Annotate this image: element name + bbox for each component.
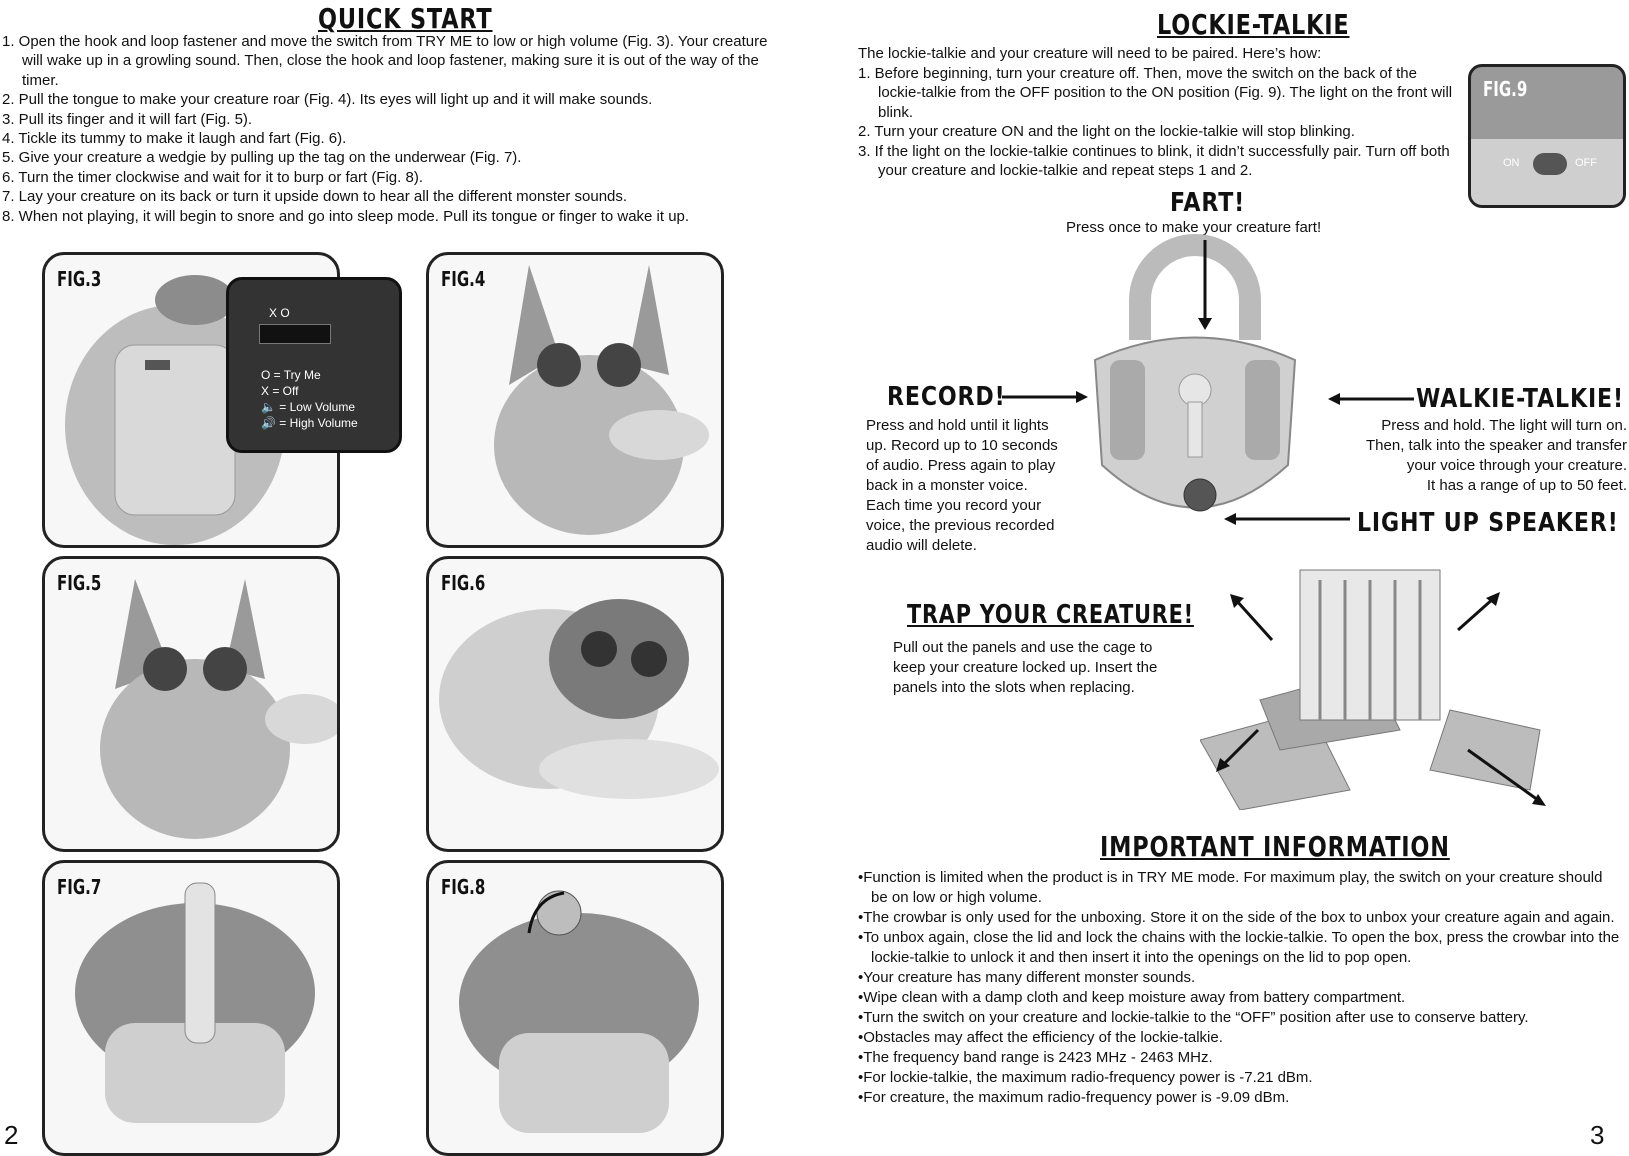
fig4-panel — [426, 252, 724, 548]
walkie-line: Press and hold. The light will turn on. — [1381, 417, 1627, 434]
switch-slot — [259, 324, 331, 344]
record-line: back in a monster voice. — [866, 477, 1028, 494]
fig9-off-label: OFF — [1575, 157, 1597, 169]
quick-start-step: 7. Lay your creature on its back or turn it upside down to hear all the different monster sounds. — [2, 188, 628, 206]
record-title: RECORD! — [887, 382, 1006, 412]
fig7-label: FIG.7 — [57, 875, 102, 899]
page-number-right: 3 — [1590, 1120, 1605, 1150]
speaker-high-icon: 🔊 — [261, 416, 280, 430]
quick-start-step: 8. When not playing, it will begin to snore and go into sleep mode. Pull its tongue or finger to wake it up. — [2, 207, 690, 225]
legend-off: X = Off — [261, 384, 299, 398]
info-item: • Obstacles may affect the efficiency of the lockie-talkie. — [858, 1028, 1620, 1048]
fart-title: FART! — [1170, 188, 1246, 218]
trap-line: panels into the slots when replacing. — [893, 679, 1135, 696]
quick-start-step: 2. Pull the tongue to make your creature roar (Fig. 4). Its eyes will light up and it will make sounds. — [2, 91, 653, 109]
info-item: • Function is limited when the product is in TRY ME mode. For maximum play, the switch on your creature should be on low or high volume. — [858, 868, 1620, 908]
walkie-line: your voice through your creature. — [1406, 457, 1627, 474]
legend-high: = High Volume — [279, 416, 358, 430]
fart-text: Press once to make your creature fart! — [1066, 219, 1322, 236]
record-arrow — [1000, 390, 1090, 404]
lockie-step: 3. If the light on the lockie-talkie continues to blink, it didn’t successfully pair. Turn off both your creature and lockie-talkie and repeat steps 1 and 2. — [858, 142, 1450, 180]
creature-timer-image — [429, 863, 721, 1153]
fig5-label: FIG.5 — [57, 571, 102, 595]
fig9-on-label: ON — [1503, 157, 1520, 169]
creature-wedgie-image — [45, 863, 337, 1153]
speaker-arrow — [1222, 512, 1352, 526]
quick-start-step: 1. Open the hook and loop fastener and move the switch from TRY ME to low or high volume (Fig. 3). Your creature will wake up in a growling sound. Then, close the hook and loop fastener, making sure it is out of the way of the timer. — [2, 33, 768, 89]
record-line: Each time you record your — [866, 497, 1042, 514]
important-title: IMPORTANT INFORMATION — [1100, 830, 1450, 863]
record-line: audio will delete. — [866, 537, 977, 554]
walkie-arrow — [1326, 392, 1416, 406]
info-item: • The crowbar is only used for the unboxing. Store it on the side of the box to unbox your creature again and again. — [858, 908, 1620, 928]
info-item: • For lockie-talkie, the maximum radio-frequency power is -7.21 dBm. — [858, 1068, 1620, 1088]
walkie-line: Then, talk into the speaker and transfer — [1366, 437, 1627, 454]
quick-start-title: QUICK START — [318, 2, 493, 35]
info-item: • The frequency band range is 2423 MHz - 2463 MHz. — [858, 1048, 1620, 1068]
switch-positions: X O — [269, 306, 290, 320]
trap-line: Pull out the panels and use the cage to — [893, 639, 1153, 656]
lockie-talkie-title: LOCKIE-TALKIE — [1157, 8, 1350, 41]
fig9-label: FIG.9 — [1483, 77, 1528, 101]
fig7-panel — [42, 860, 340, 1156]
quick-start-step: 4. Tickle its tummy to make it laugh and fart (Fig. 6). — [2, 130, 347, 148]
fig5-panel — [42, 556, 340, 852]
fig3-label: FIG.3 — [57, 267, 102, 291]
trap-line: keep your creature locked up. Insert the — [893, 659, 1158, 676]
fig6-panel — [426, 556, 724, 852]
fig4-label: FIG.4 — [441, 267, 486, 291]
fig6-label: FIG.6 — [441, 571, 486, 595]
record-line: up. Record up to 10 seconds — [866, 437, 1058, 454]
walkie-talkie-title: WALKIE-TALKIE! — [1416, 384, 1624, 414]
fig8-panel — [426, 860, 724, 1156]
cage-image — [1200, 560, 1570, 810]
legend-low: = Low Volume — [279, 400, 355, 414]
quick-start-steps — [2, 32, 777, 226]
lockie-talkie-steps — [858, 64, 1458, 180]
info-item: • Your creature has many different monster sounds. — [858, 968, 1620, 988]
record-text — [866, 416, 1096, 556]
record-line: of audio. Press again to play — [866, 457, 1056, 474]
quick-start-step: 3. Pull its finger and it will fart (Fig. 5). — [2, 110, 253, 128]
trap-text — [893, 638, 1223, 698]
creature-tummy-image — [429, 559, 721, 849]
lockie-step: 1. Before beginning, turn your creature off. Then, move the switch on the back of the lockie-talkie from the OFF position to the ON position (Fig. 9). The light on the front will blink. — [858, 65, 1453, 121]
switch-callout — [226, 277, 402, 453]
important-list — [858, 868, 1620, 1108]
walkie-text — [1307, 416, 1627, 496]
info-item: • Wipe clean with a damp cloth and keep moisture away from battery compartment. — [858, 988, 1620, 1008]
record-line: voice, the previous recorded — [866, 517, 1055, 534]
quick-start-step: 6. Turn the timer clockwise and wait for it to burp or fart (Fig. 8). — [2, 168, 423, 186]
walkie-line: It has a range of up to 50 feet. — [1426, 477, 1627, 494]
fig9-switch-icon — [1533, 153, 1567, 175]
legend-try-me: O = Try Me — [261, 368, 321, 382]
quick-start-step: 5. Give your creature a wedgie by pulling up the tag on the underwear (Fig. 7). — [2, 149, 522, 167]
light-up-speaker-title: LIGHT UP SPEAKER! — [1357, 508, 1619, 538]
lockie-talkie-intro: The lockie-talkie and your creature will need to be paired. Here’s how: — [858, 45, 1322, 62]
creature-tongue-image — [429, 255, 721, 545]
speaker-low-icon: 🔈 — [261, 400, 280, 414]
lockie-step: 2. Turn your creature ON and the light on the lockie-talkie will stop blinking. — [858, 123, 1355, 141]
speaker-icon — [1184, 479, 1216, 511]
info-item: • For creature, the maximum radio-frequency power is -9.09 dBm. — [858, 1088, 1620, 1108]
record-line: Press and hold until it lights — [866, 417, 1049, 434]
info-item: • To unbox again, close the lid and lock the chains with the lockie-talkie. To open the box, press the crowbar into the lockie-talkie to unlock it and then insert it into the openings on the lid to pop open. — [858, 928, 1620, 968]
fig8-label: FIG.8 — [441, 875, 486, 899]
page-number-left: 2 — [4, 1120, 19, 1150]
fig9-panel — [1468, 64, 1626, 208]
lockie-talkie-image — [1060, 230, 1330, 550]
trap-title: TRAP YOUR CREATURE! — [907, 600, 1194, 630]
creature-finger-image — [45, 559, 337, 849]
info-item: • Turn the switch on your creature and lockie-talkie to the “OFF” position after use to conserve battery. — [858, 1008, 1620, 1028]
